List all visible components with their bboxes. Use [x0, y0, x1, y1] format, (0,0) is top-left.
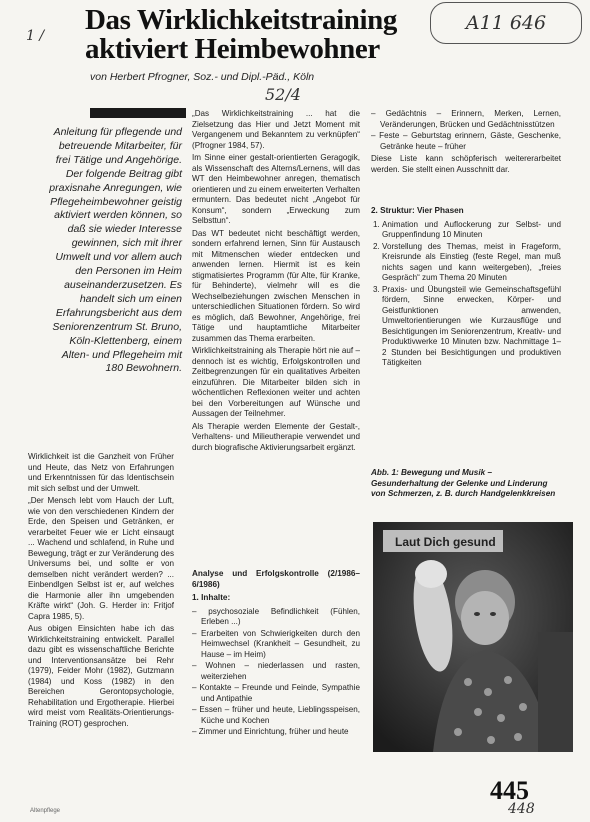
list-item: – Feste – Geburtstag erinnern, Gäste, Geschenke, Getränke heute – früher [371, 131, 561, 151]
section-heading: 2. Struktur: Vier Phasen [371, 206, 464, 215]
content-list-continued [371, 109, 561, 152]
figure-caption: Abb. 1: Bewegung und Musik – Gesunderhaltung der Gelenke und Linderung von Schmerzen, z. B. durch Handgelenkkreisen [371, 468, 556, 499]
subsection-heading: 1. Inhalte: [192, 593, 231, 602]
photo-woman-exercising [373, 522, 573, 752]
list-item: 3. Praxis- und Übungsteil wie Gemeinschaftsgefühl fördern, Sinne erwecken, Körper- und Geistfunktionen anwenden, Umweltorientierungen wie Kurzausflüge und Besichtigungen im Seniorenzentrum, Kreativ- und Produktivwerke 10 Minuten bzw. Nachmittage 1–2 Stunden bei Besichtigungen und produktiven Tätigkeiten [382, 285, 561, 369]
list-item: – Zimmer und Einrichtung, früher und heute [192, 727, 349, 736]
list-item: – Wohnen – niederlassen und rasten, weiterziehen [192, 661, 360, 681]
page-number: 445 [490, 776, 529, 805]
column-1 [28, 452, 174, 731]
intro-rule [90, 108, 186, 118]
analysis-section [192, 569, 360, 739]
phase-list [371, 220, 561, 369]
paragraph: Wirklichkeitstraining als Therapie hört nie auf – dennoch ist es wichtig, Erfolgskontrollen und Zeitbegrenzungen für ein qualitatives Arbeiten einzuführen. Die Mitarbeiter bilden sich in wöchentlichen Reflexionen weiter und achten bei den Vorbereitungen auf Wünsche und Aussagen der Teilnehmer. [192, 346, 360, 418]
photo-illustration [373, 522, 573, 752]
section-heading: Analyse und Erfolgskontrolle (2/1986–6/1986) [192, 569, 360, 589]
list-item: – psychosoziale Befindlichkeit (Fühlen, Erleben ...) [192, 606, 360, 626]
list-item: 1. Animation und Auflockerung zur Selbst- und Gruppenfindung 10 Minuten [382, 220, 561, 241]
paragraph: Aus obigen Einsichten habe ich das Wirklichkeitstraining entwickelt. Parallel dazu gibt es wissenschaftliche Berichte und Interventionsansätze bei Rehr (1979), Feider Mohr (1982), Gutzmann (1984) und Koss (1982) in den Bereichen Gerontopsychologie, Rehabilitation und Ergotherapie. Hierbei wird meist vom Realitäts-Orientierungs-Training (ROT) gesprochen. [28, 624, 174, 728]
content-list [192, 607, 360, 738]
footer-publication: Altenpflege [30, 808, 61, 814]
paragraph: „Das Wirklichkeitstraining ... hat die Zielsetzung das Hier und Jetzt Moment mit Vergangenem und Bekanntem zu verknüpfen“ (Pfrogner 1984, 57). [192, 109, 360, 150]
handwritten-mid-note: 52/4 [265, 85, 301, 104]
structure-section [371, 206, 561, 370]
paragraph: Das WT bedeutet nicht beschäftigt werden, sondern erfahrend lernen, Sinn für Austausch mit Mitmenschen wieder entdecken und anwenden lernen. Hiermit ist es kein stigmatisiertes Programm (für Alte, für Kranke, für Behinderte), vielmehr will es die Wechselbeziehungen zwischen Menschen in unterschiedlichen Situationen fördern. So wird es möglich, daß Bewohner, Angehörige, frei Tätige und hauptamtliche Mitarbeiter zusammen das Thema erarbeiten. [192, 228, 360, 343]
article-byline: von Herbert Pfrogner, Soz.- und Dipl.-Päd., Köln [90, 71, 315, 83]
list-item: 2. Vorstellung des Themas, meist in Frageform, Kreisrunde als Einstieg (feste Regel, man muß nichts sagen und kann weitergeben), „freies Gespräch“ zum Thema 20 Minuten [382, 242, 561, 284]
paragraph: Wirklichkeit ist die Ganzheit von Früher und Heute, das Netz von Erfahrungen und Erkenntnissen für das Identischsein mit sich selbst und der Umwelt. [28, 452, 174, 493]
paragraph-quote: „Der Mensch lebt vom Hauch der Luft, wie von den verschiedenen Kindern der Erde, den Speisen und Getränken, er verarbeitet Feuer wie er Licht einsaugt ... Wachend und schlafend, in Ruhe und Bewegung, trägt er zur Veränderung des Universums bei, und sollte er von demselben nicht verändert werden? ... Einbendlgen Selbst ist er, auf welches die Harmonie aller ihn umgebenden Kräfte wirkt“ (Joh. G. Herder in: Fritjof Capra 1985, 5). [28, 496, 174, 621]
article-title: Das Wirklichkeitstraining aktiviert Heimbewohner [85, 4, 398, 65]
list-item: – Kontakte – Freunde und Feinde, Sympathie und Antipathie [192, 683, 360, 703]
paragraph: Diese Liste kann schöpferisch weitererarbeitet werden. Sie stellt einen Ausschnitt dar. [371, 154, 561, 174]
list-item: – Essen – früher und heute, Lieblingsspeisen, Küche und Kochen [192, 705, 360, 725]
photo-sign-text: Laut Dich gesund [395, 535, 496, 549]
list-item: – Gedächtnis – Erinnern, Merken, Lernen, Veränderungen, Brücken und Gedächtnisstützen [371, 109, 561, 129]
handwritten-mark: 1 / [26, 28, 45, 44]
article-intro: Anleitung für pflegende und betreuende Mitarbeiter, für frei Tätige und Angehörige. Der folgende Beitrag gibt praxisnahe Anregungen, wie Pflegeheimbewohner geistig aktiviert werden können, so daß sie wieder Interesse gewinnen, sich mit ihrer Umwelt und vor allem auch den Personen im Heim auseinanderzusetzen. Es handelt sich um einen Erfahrungsbericht aus dem Seniorenzentrum St. Bruno, Köln-Klettenberg, einem Alten- und Pflegeheim mit 180 Bewohnern. [49, 126, 182, 375]
list-item: – Erarbeiten von Schwierigkeiten durch den Heimwechsel (Krankheit – Gesundheit, zu Hause – im Heim) [192, 628, 360, 659]
paragraph: Im Sinne einer gestalt-orientierten Geragogik, als Wissenschaft des Alterns/Lernens, will das WT den Heimbewohner anregen, thematisch orientieren und zu einem erweiterten Verhalten ermuntern. Das bedeutet nicht „Angebot für Konsum“, sondern „Erweckung zum Selbsttun“. [192, 153, 360, 225]
paragraph: Als Therapie werden Elemente der Gestalt-, Verhaltens- und Milieutherapie verwendet und durch biografische Aktivierungsarbeit ergänzt. [192, 421, 360, 452]
column-2 [192, 109, 360, 455]
column-3 [371, 109, 561, 177]
handwritten-bottom-note: 448 [508, 801, 535, 817]
handwritten-archive-note: A11 646 [430, 2, 582, 44]
